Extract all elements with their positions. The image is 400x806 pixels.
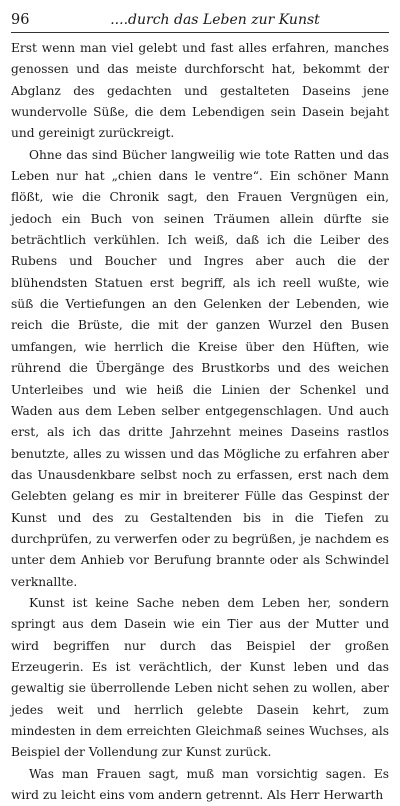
page-header	[11, 10, 389, 33]
paragraph: Was man Frauen sagt, muß man vorsichtig sagen. Es wird zu leicht eins vom andern getrennt. Als Herr Herwarth	[11, 766, 389, 803]
body-text	[11, 38, 389, 806]
paragraph: Ohne das sind Bücher langweilig wie tote Ratten und das Leben nur hat „chien dans le ventre“. Ein schöner Mann flößt, wie die Chronik sagt, den Frauen Vergnügen ein, jedoch ein Buch von seinen Träumen allein dürfte sie beträchtlich verkühlen. Ich weiß, daß ich die Leiber des Rubens und Boucher und Ingres aber auch die der blühendsten Statuen erst begriff, als ich reell wußte, wie süß die Vertiefungen an den Gelenken der Lebenden, wie reich die Brüste, die mit der ganzen Wurzel den Busen umfangen, wie herrlich die Kreise über den Hüften, wie rührend die Übergänge des Brustkorbs und des weichen Unterleibes und wie heiß die Linien der Schenkel und Waden aus dem Leben selber entgegenschlagen. Und auch erst, als ich das dritte Jahrzehnt meines Daseins rastlos benutzte, alles zu wissen und das Mögliche zu erfahren aber das Unausdenkbare selbst noch zu erfassen, erst nach dem Gelebten gelang es mir in breiterer Fülle das Gespinst der Kunst und des zu Gestaltenden bis in die Tiefen zu durchprüfen, zu verwerfen oder zu begrüßen, je nachdem es unter dem Anhieb vor Berufung brannte oder als Schwindel verknallte.	[11, 147, 389, 589]
running-head: ....durch das Leben zur Kunst	[110, 12, 320, 28]
paragraph: Kunst ist keine Sache neben dem Leben her, sondern springt aus dem Dasein wie ein Tier aus der Mutter und wird begriffen nur durch das Beispiel der großen Erzeugerin. Es ist verächtlich, der Kunst leben und das gewaltig sie überrollende Leben nicht sehen zu wollen, aber jedes weit und herrlich gelebte Dasein kehrt, zum mindesten in dem erreichten Gleichmaß seines Wuchses, als Beispiel der Vollendung zur Kunst zurück.	[11, 595, 389, 760]
page-number: 96	[11, 12, 30, 28]
paragraph: Erst wenn man viel gelebt und fast alles erfahren, manches genossen und das meiste durchforscht hat, bekommt der Abglanz des gedachten und gestalteten Daseins jene wundervolle Süße, die dem Lebendigen sein Dasein bejaht und gereinigt zurückreigt.	[11, 41, 389, 141]
